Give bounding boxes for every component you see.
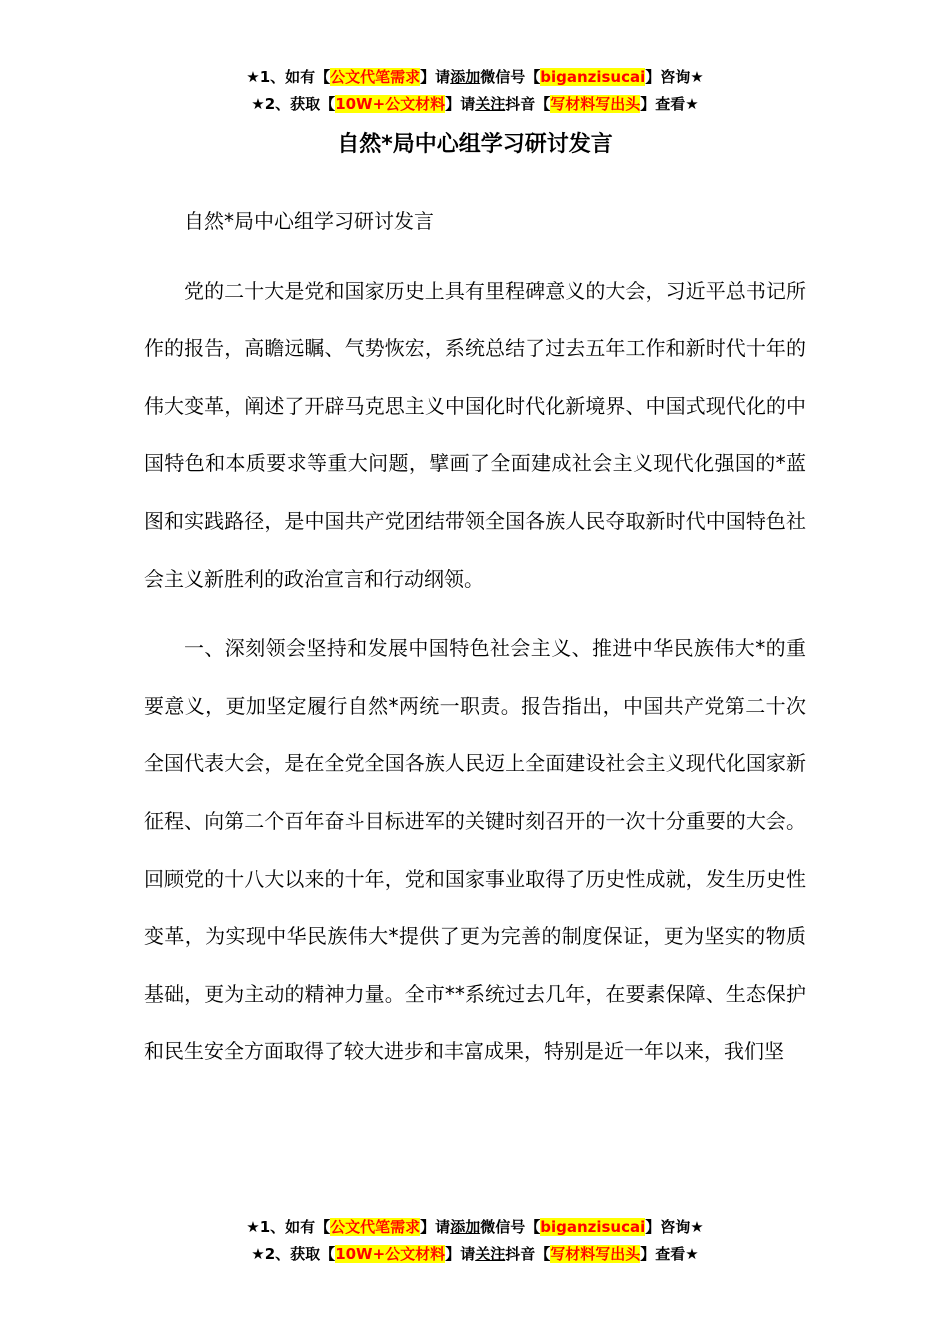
banner-text: ★2、获取【 [251, 1245, 336, 1263]
banner-highlight: 10W+公文材料 [335, 95, 446, 113]
banner-text: ★1、如有【 [246, 1218, 331, 1236]
banner-text: 】请 [445, 95, 476, 113]
header-banner [0, 64, 950, 118]
banner-underline: 添加 [450, 68, 481, 86]
banner-text: 】咨询★ [645, 1218, 704, 1236]
document-body [144, 193, 806, 1081]
banner-text: 】请 [445, 1245, 476, 1263]
banner-text: 】请 [420, 68, 451, 86]
banner-text: 微信号【 [480, 1218, 541, 1236]
banner-line-2 [0, 1241, 950, 1268]
document-title: 自然*局中心组学习研讨发言 [337, 132, 613, 157]
body-paragraph: 一、深刻领会坚持和发展中国特色社会主义、推进中华民族伟大*的重要意义，更加坚定履行自然*两统一职责。报告指出，中国共产党第二十次全国代表大会，是在全党全国各族人民迈上全面建设社会主义现代化国家新征程、向第二个百年奋斗目标进军的关键时刻召开的一次十分重要的大会。回顾党的十八大以来的十年，党和国家事业取得了历史性成就，发生历史性变革，为实现中华民族伟大*提供了更为完善的制度保证，更为坚实的物质基础，更为主动的精神力量。全市**系统过去几年，在要素保障、生态保护和民生安全方面取得了较大进步和丰富成果，特别是近一年以来，我们坚 [144, 636, 806, 1064]
document-subtitle: 自然*局中心组学习研讨发言 [184, 209, 434, 233]
banner-highlight: biganzisucai [540, 68, 646, 86]
banner-highlight: 公文代笔需求 [330, 68, 421, 86]
banner-underline: 添加 [450, 1218, 481, 1236]
banner-text: 】查看★ [640, 95, 699, 113]
banner-text: ★1、如有【 [246, 68, 331, 86]
banner-text: ★2、获取【 [251, 95, 336, 113]
banner-highlight: 写材料写出头 [550, 95, 641, 113]
banner-text: 微信号【 [480, 68, 541, 86]
banner-text: 抖音【 [505, 1245, 551, 1263]
banner-text: 抖音【 [505, 95, 551, 113]
banner-underline: 关注 [475, 95, 506, 113]
banner-line-1 [0, 1214, 950, 1241]
banner-highlight: biganzisucai [540, 1218, 646, 1236]
banner-underline: 关注 [475, 1245, 506, 1263]
banner-highlight: 写材料写出头 [550, 1245, 641, 1263]
banner-text: 】查看★ [640, 1245, 699, 1263]
banner-line-1 [0, 64, 950, 91]
body-paragraph: 党的二十大是党和国家历史上具有里程碑意义的大会，习近平总书记所作的报告，高瞻远瞩、气势恢宏，系统总结了过去五年工作和新时代十年的伟大变革，阐述了开辟马克思主义中国化时代化新境界、中国式现代化的中国特色和本质要求等重大问题，擘画了全面建成社会主义现代化强国的*蓝图和实践路径，是中国共产党团结带领全国各族人民夺取新时代中国特色社会主义新胜利的政治宣言和行动纲领。 [144, 278, 806, 591]
banner-line-2 [0, 91, 950, 118]
banner-text: 】咨询★ [645, 68, 704, 86]
footer-banner [0, 1214, 950, 1268]
banner-text: 】请 [420, 1218, 451, 1236]
banner-highlight: 公文代笔需求 [330, 1218, 421, 1236]
banner-highlight: 10W+公文材料 [335, 1245, 446, 1263]
